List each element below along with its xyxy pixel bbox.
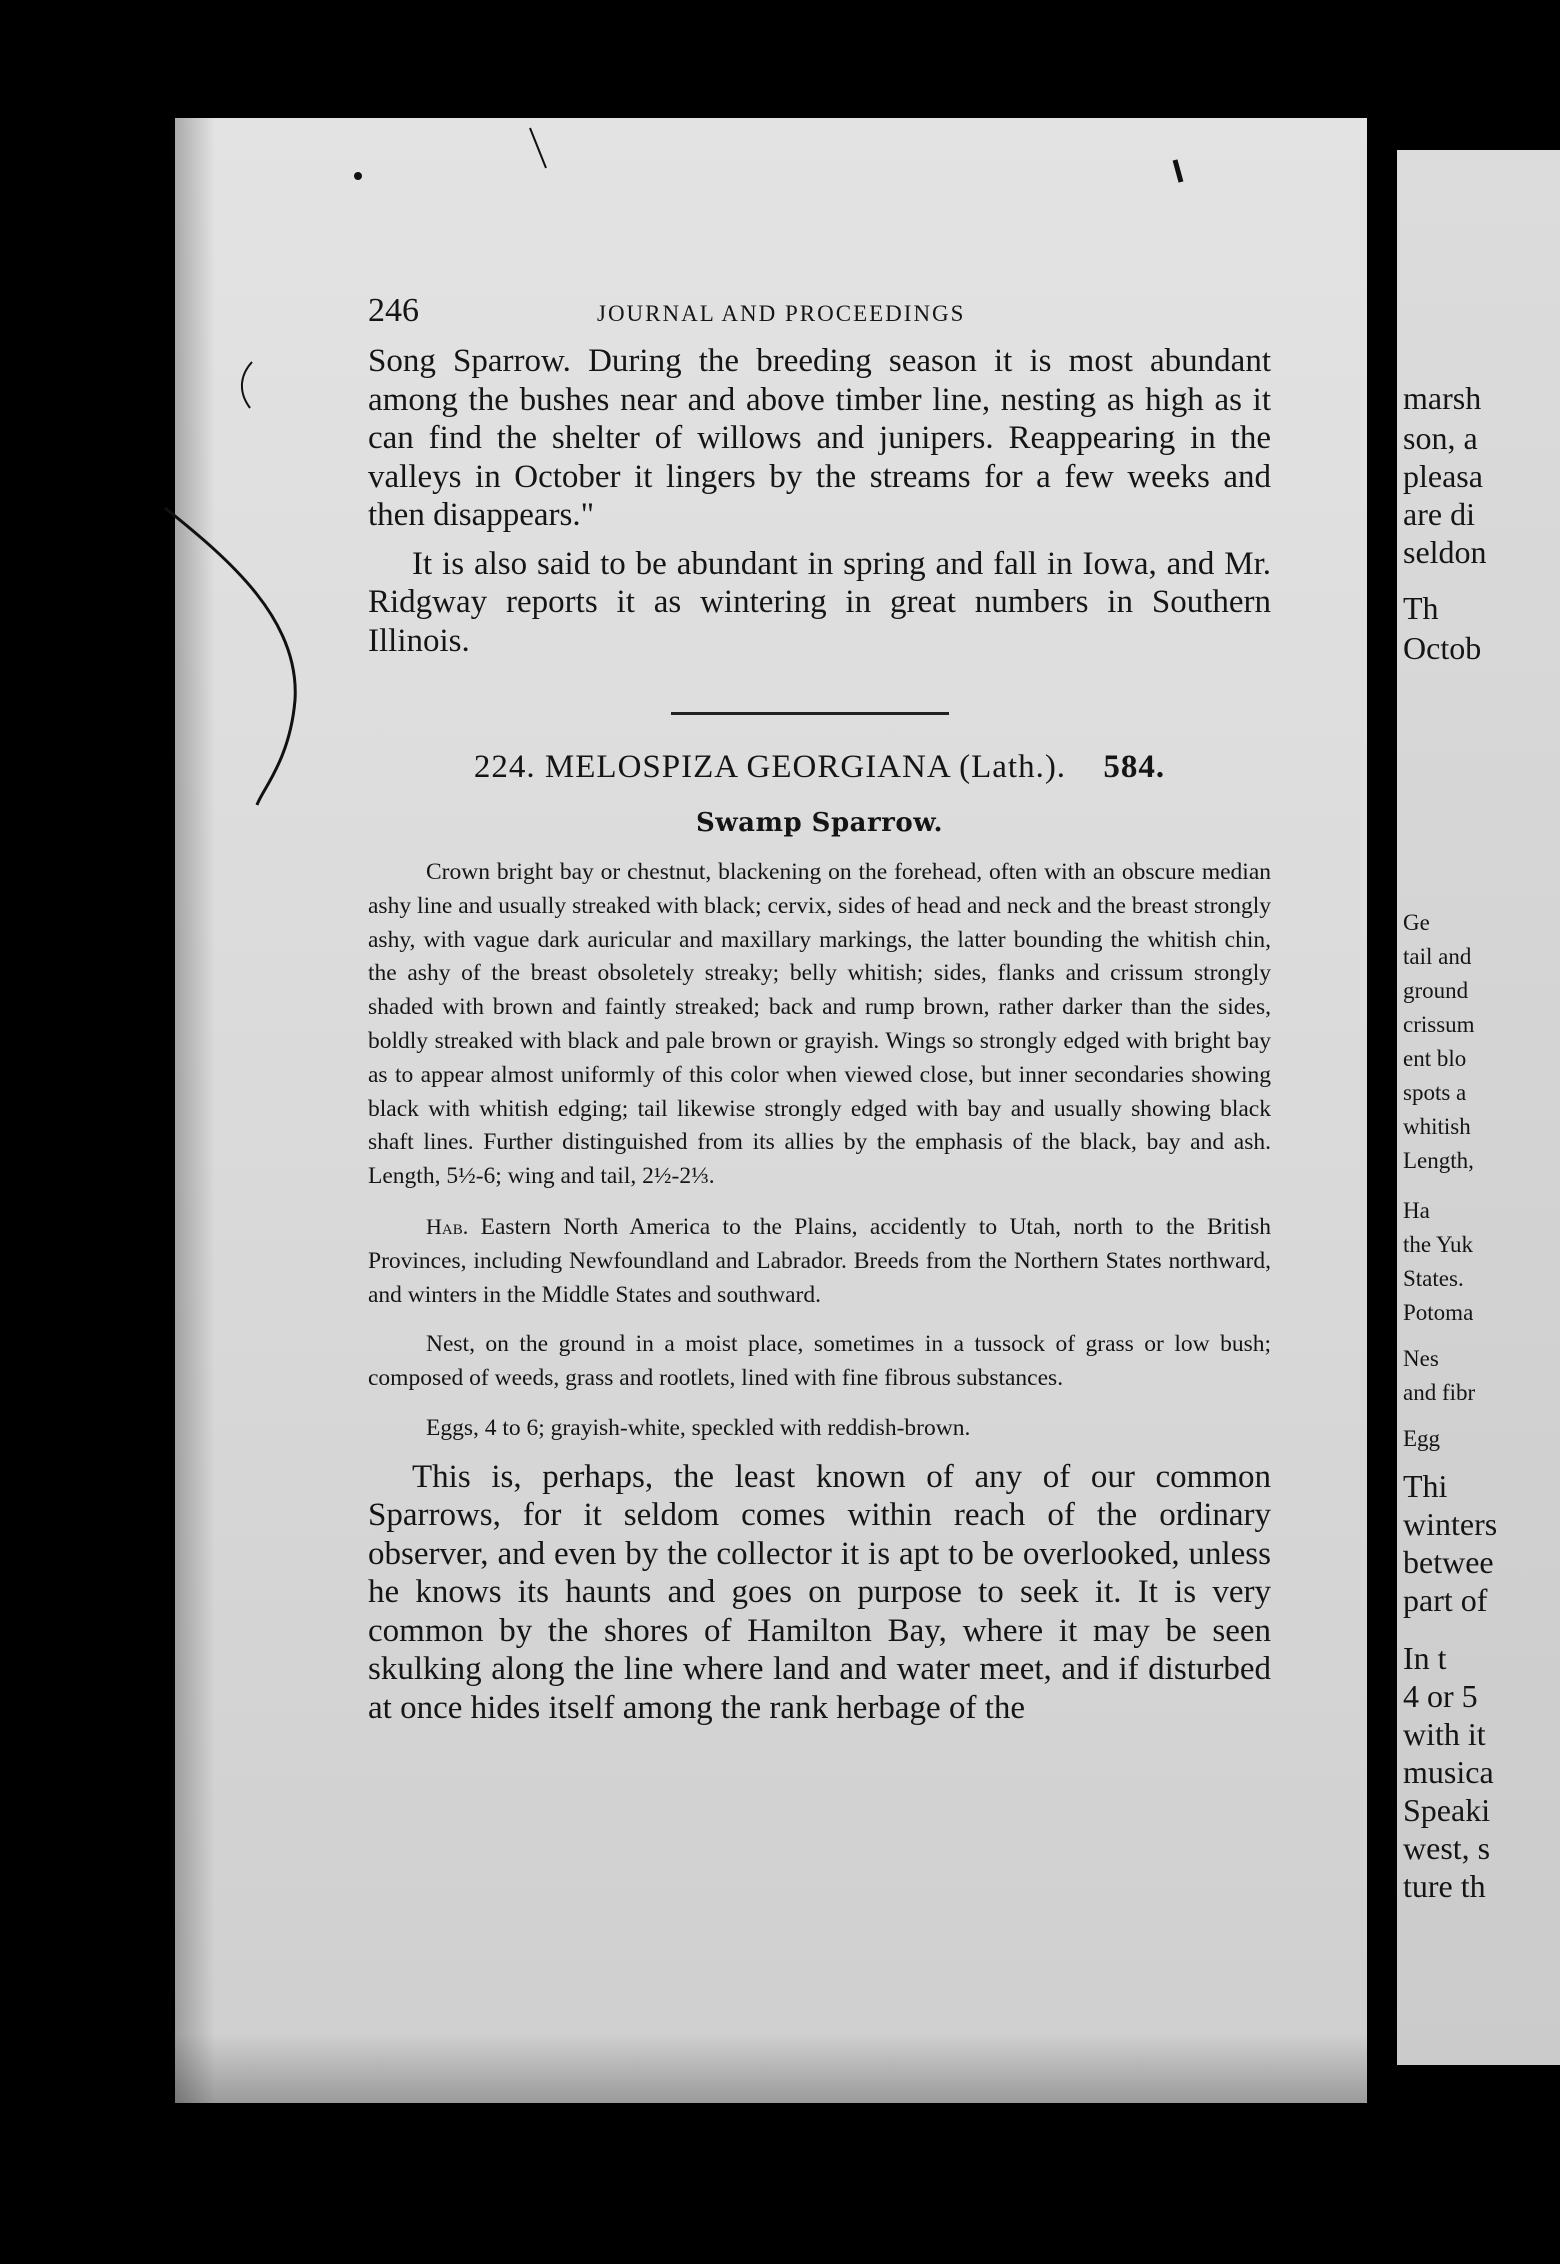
facing-line: spots a xyxy=(1403,1080,1467,1105)
species-authority: (Lath.). xyxy=(959,749,1067,785)
facing-line: betwee xyxy=(1403,1544,1494,1580)
facing-line: west, s xyxy=(1403,1830,1491,1866)
aou-number: 584. xyxy=(1103,749,1166,785)
paragraph-song-sparrow-quote: Song Sparrow. During the breeding season it is most abundant among the bushes near and above timber line, nesting as high as it can find the shelter of willows and junipers. Reappearing in the valleys in October it lingers by the streams for a few weeks and then disappears." xyxy=(368,343,1271,533)
facing-line: In t xyxy=(1403,1640,1447,1676)
facing-line: Thi xyxy=(1403,1468,1448,1504)
common-name: Swamp Sparrow. xyxy=(695,808,944,838)
species-number: 224. xyxy=(473,749,536,785)
section-divider xyxy=(671,712,949,715)
facing-line: Octob xyxy=(1403,630,1482,666)
facing-line: seldon xyxy=(1403,534,1487,570)
description-paragraph: Crown bright bay or chestnut, blackening on the forehead, often with an obscure median ashy line and usually streaked with black; cervix, sides of head and neck and the breast strongly ashy, with vague dark auricular and maxillary markings, the latter bounding the whitish chin, the ashy of the breast obsoletely streaky; belly whitish; sides, flanks and crissum strongly shaded with brown and faintly streaked; back and rump brown, rather darker than the sides, boldly streaked with black and pale brown or grayish. Wings so strongly edged with bright bay as to appear almost uniformly of this color when viewed close, but inner secondaries showing black with whitish edging; tail likewise strongly edged with bay and usually showing black shaft lines. Further distinguished from its allies by the emphasis of the black, bay and ash. Length, 5½-6; wing and tail, 2½-2⅓. xyxy=(368,859,1271,1190)
facing-line: marsh xyxy=(1403,380,1482,416)
facing-line: 4 or 5 xyxy=(1403,1678,1478,1714)
page-text xyxy=(368,292,1271,1727)
facing-line: Length, xyxy=(1403,1148,1474,1173)
facing-line: ground xyxy=(1403,978,1469,1003)
facing-line: are di xyxy=(1403,496,1475,532)
habitat-text: Eastern North America to the Plains, accidently to Utah, north to the British Provinces, including Newfoundland and Labrador. Breeds from the Northern States northward, and winters in the Middle States and southward. xyxy=(368,1213,1271,1308)
facing-line: the Yuk xyxy=(1403,1232,1474,1257)
habitat-label: Hab. xyxy=(426,1213,469,1239)
facing-line: ture th xyxy=(1403,1868,1486,1904)
facing-line: States. xyxy=(1403,1266,1464,1291)
paragraph-iowa: It is also said to be abundant in spring and fall in Iowa, and Mr. Ridgway reports it as wintering in great numbers in Southern Illinois. xyxy=(368,545,1271,659)
facing-line: musica xyxy=(1403,1754,1494,1790)
facing-page xyxy=(1397,150,1560,2065)
facing-line: with it xyxy=(1403,1716,1486,1752)
facing-line: Ha xyxy=(1403,1198,1430,1223)
eggs-paragraph: Eggs, 4 to 6; grayish-white, speckled with reddish-brown. xyxy=(426,1414,971,1441)
facing-line: Nes xyxy=(1403,1346,1439,1371)
page-header xyxy=(368,292,1271,336)
facing-line: ent blo xyxy=(1403,1046,1467,1071)
running-title: JOURNAL AND PROCEEDINGS xyxy=(597,301,966,326)
facing-line: and fibr xyxy=(1403,1380,1476,1405)
facing-line: whitish xyxy=(1403,1114,1471,1139)
facing-line: part of xyxy=(1403,1582,1488,1618)
facing-line: Speaki xyxy=(1403,1792,1491,1828)
facing-line: Potoma xyxy=(1403,1300,1474,1325)
nest-paragraph: Nest, on the ground in a moist place, sometimes in a tussock of grass or low bush; composed of weeds, grass and rootlets, lined with fine fibrous substances. xyxy=(368,1331,1271,1392)
facing-line: Ge xyxy=(1403,910,1430,935)
ink-speck xyxy=(354,172,362,180)
facing-line: pleasa xyxy=(1403,458,1483,494)
facing-line: Th xyxy=(1403,590,1439,626)
closing-paragraph: This is, perhaps, the least known of any of our common Sparrows, for it seldom comes within reach of the ordinary observer, and even by the collector it is apt to be overlooked, unless he knows its haunts and goes on purpose to seek it. It is very common by the shores of Hamilton Bay, where it may be seen skulking along the line where land and water meet, and if disturbed at once hides itself among the rank herbage of the xyxy=(368,1458,1271,1726)
facing-line: son, a xyxy=(1403,420,1478,456)
species-name: MELOSPIZA GEORGIANA xyxy=(544,749,950,785)
habitat-paragraph xyxy=(368,1210,1271,1312)
facing-line: winters xyxy=(1403,1506,1498,1542)
page-number: 246 xyxy=(368,292,419,329)
species-heading xyxy=(368,749,1271,786)
facing-line: Egg xyxy=(1403,1426,1441,1451)
facing-line: crissum xyxy=(1403,1012,1475,1037)
facing-line: tail and xyxy=(1403,944,1472,969)
